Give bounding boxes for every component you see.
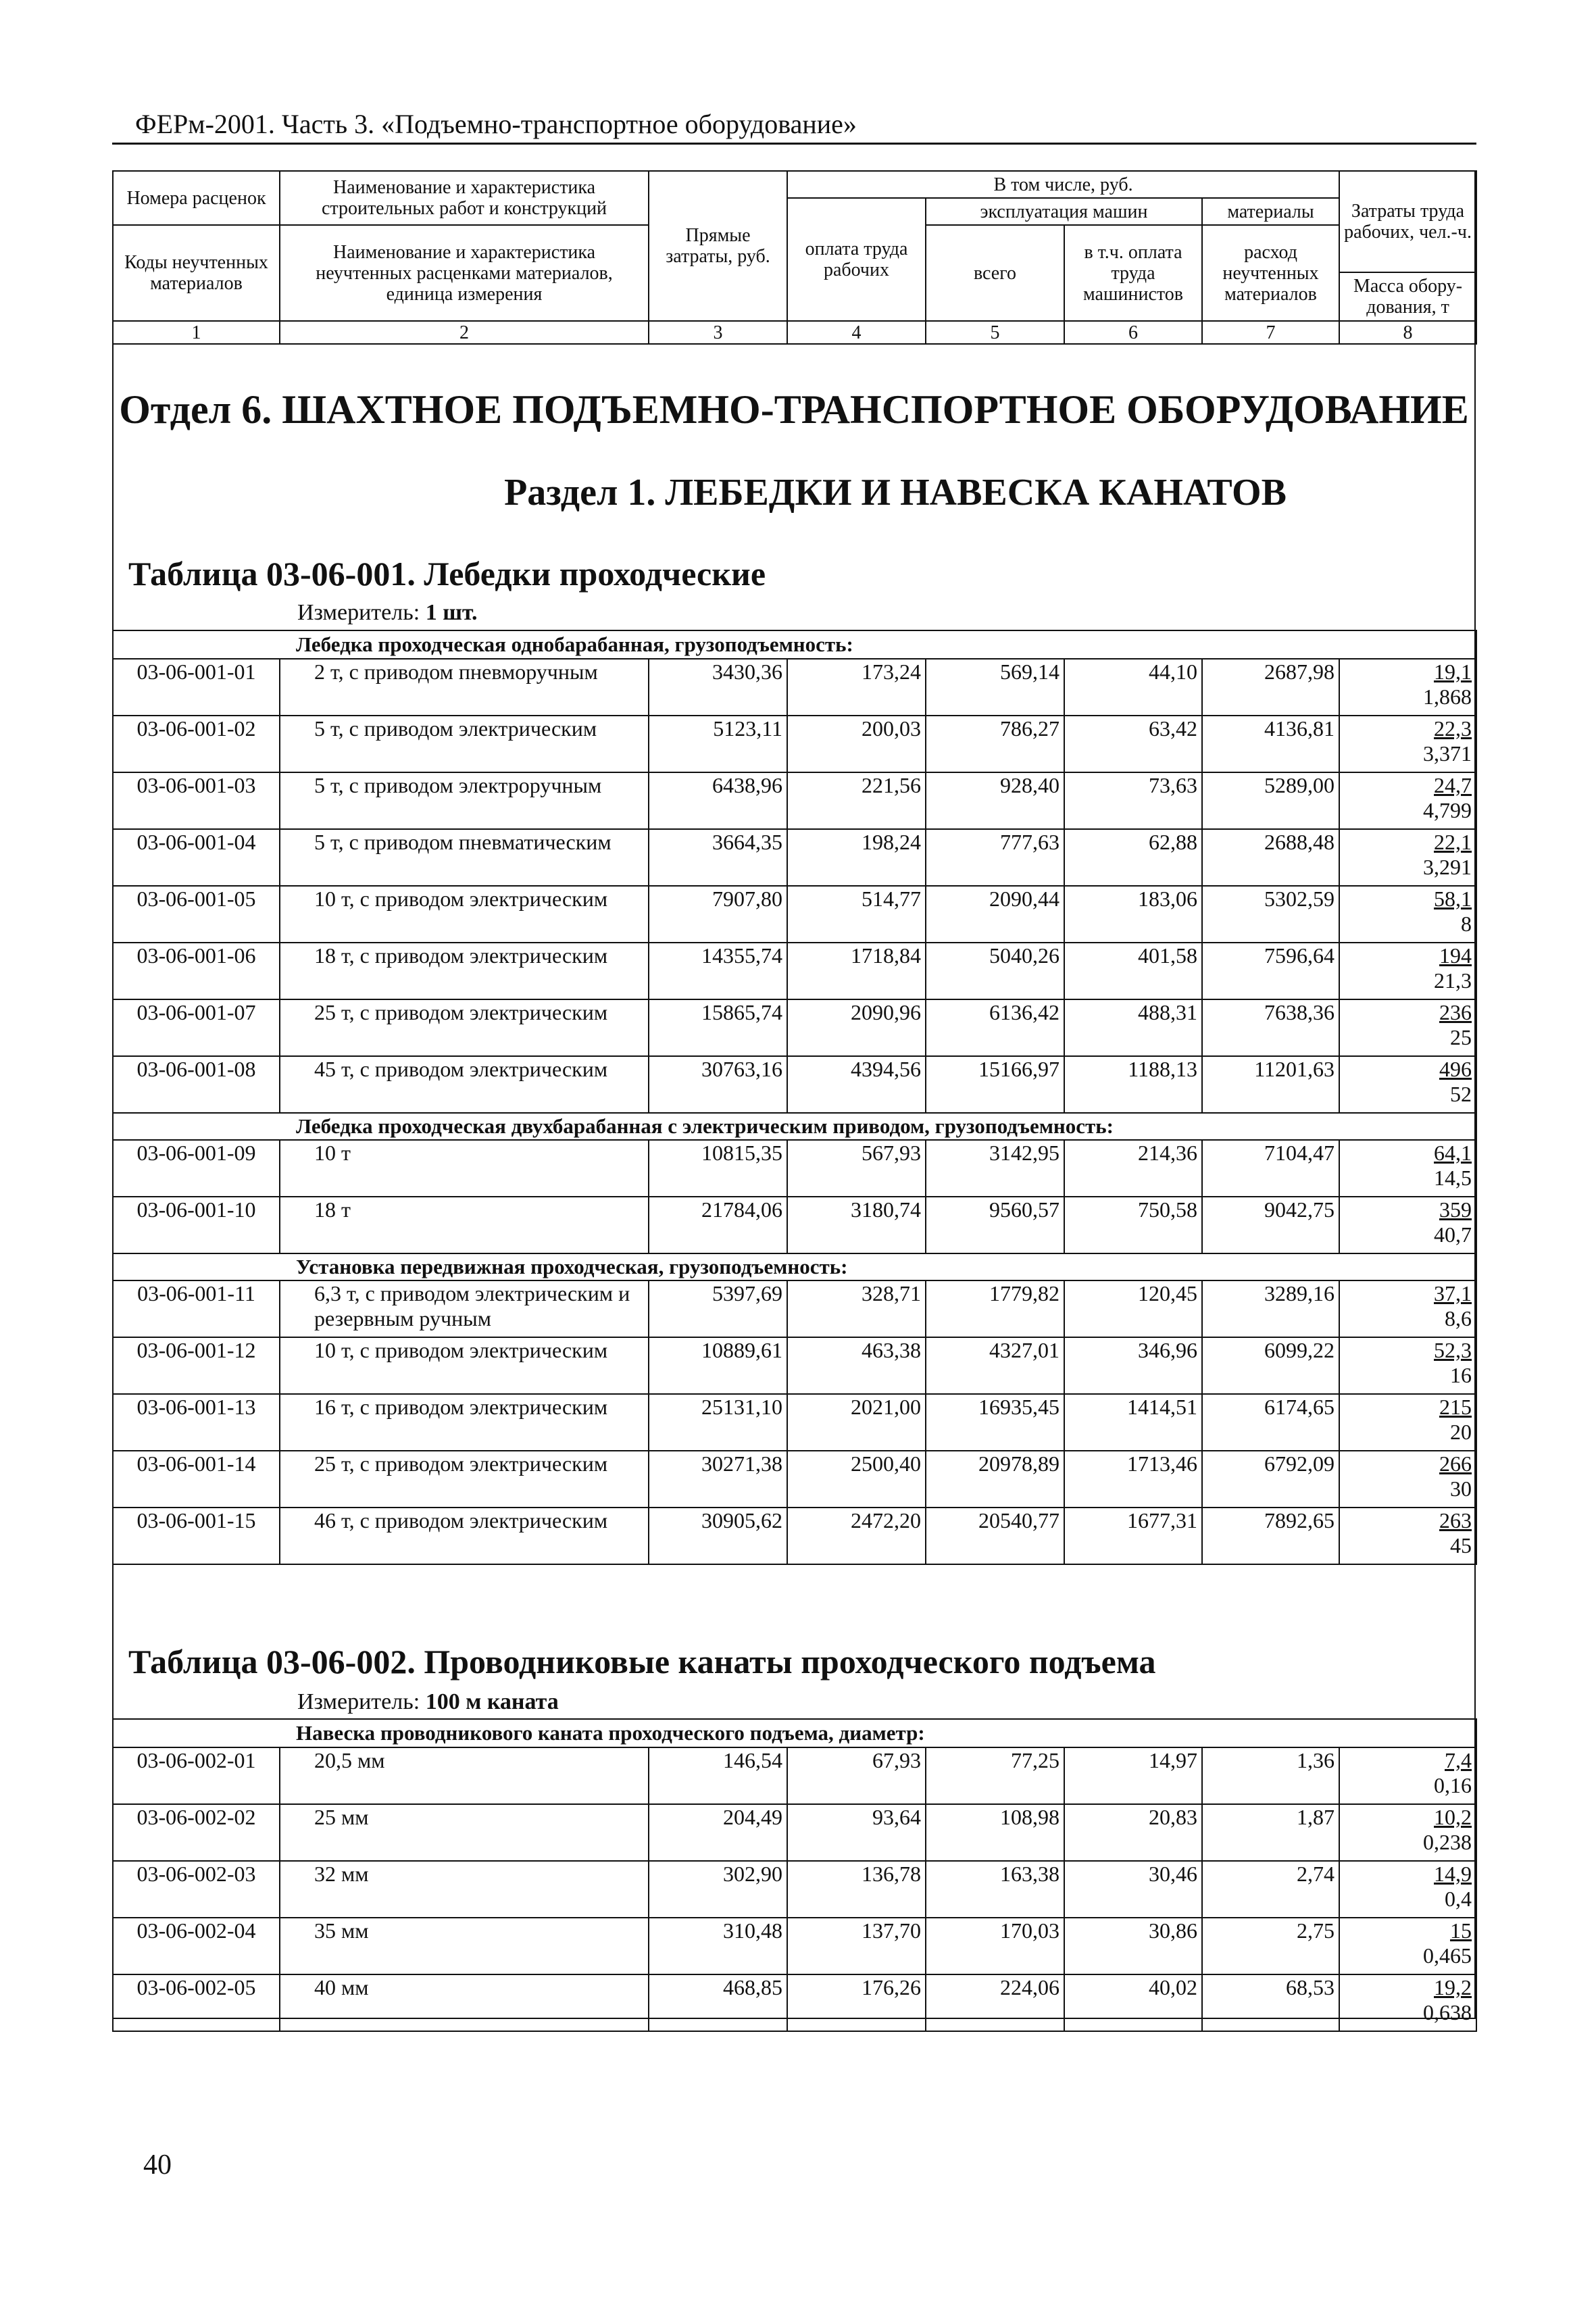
labor-and-mass [1339, 1140, 1476, 1197]
table-row [113, 659, 1476, 716]
work-name: 6,3 т, с приводом электрическим и резервным ручным [280, 1280, 649, 1337]
direct-costs: 10815,35 [649, 1140, 787, 1197]
direct-costs: 21784,06 [649, 1197, 787, 1253]
header-wage: оплата труда рабочих [787, 198, 926, 321]
equipment-mass: 3,371 [1423, 741, 1472, 766]
col-number-7: 7 [1202, 321, 1339, 344]
table2-measure-value: 100 м каната [425, 1689, 559, 1714]
equipment-mass: 14,5 [1434, 1166, 1472, 1190]
materials: 1,87 [1202, 1804, 1339, 1861]
table-row [113, 716, 1476, 772]
labor-and-mass [1339, 659, 1476, 716]
direct-costs: 3664,35 [649, 829, 787, 886]
materials: 7638,36 [1202, 999, 1339, 1056]
materials: 6099,22 [1202, 1337, 1339, 1394]
header-materials: материалы [1202, 198, 1339, 225]
header-labor: Затраты труда рабочих, чел.-ч. [1339, 171, 1476, 272]
direct-costs: 15865,74 [649, 999, 787, 1056]
table-row [113, 1918, 1476, 1974]
machinist-wage: 73,63 [1064, 772, 1202, 829]
materials: 9042,75 [1202, 1197, 1339, 1253]
rate-code: 03-06-002-02 [113, 1804, 280, 1861]
worker-wage: 176,26 [787, 1974, 926, 2031]
header-machines: эксплуатация машин [926, 198, 1202, 225]
direct-costs: 5123,11 [649, 716, 787, 772]
equipment-mass: 4,799 [1423, 798, 1472, 822]
rate-code: 03-06-001-07 [113, 999, 280, 1056]
labor-and-mass [1339, 1451, 1476, 1508]
col-number-2: 2 [280, 321, 649, 344]
machines-total: 9560,57 [926, 1197, 1064, 1253]
rate-code: 03-06-002-01 [113, 1747, 280, 1804]
machines-total: 5040,26 [926, 943, 1064, 999]
header-rule [112, 143, 1476, 145]
labor-and-mass [1339, 1918, 1476, 1974]
worker-wage: 4394,56 [787, 1056, 926, 1113]
table-row [113, 886, 1476, 943]
worker-wage: 2472,20 [787, 1508, 926, 1564]
machinist-wage: 44,10 [1064, 659, 1202, 716]
equipment-mass: 8 [1461, 912, 1472, 936]
table1 [112, 630, 1477, 1565]
worker-wage: 3180,74 [787, 1197, 926, 1253]
machines-total: 777,63 [926, 829, 1064, 886]
work-name: 16 т, с приводом электрическим [280, 1394, 649, 1451]
materials: 4136,81 [1202, 716, 1339, 772]
labor-and-mass [1339, 829, 1476, 886]
equipment-mass: 25 [1450, 1025, 1472, 1049]
work-name: 18 т [280, 1197, 649, 1253]
labor-costs: 58,1 [1434, 887, 1472, 911]
machinist-wage: 346,96 [1064, 1337, 1202, 1394]
labor-costs: 64,1 [1434, 1141, 1472, 1165]
table1-group-mobile: Установка передвижная проходческая, грузоподъемность: [113, 1253, 1476, 1280]
worker-wage: 93,64 [787, 1804, 926, 1861]
direct-costs: 302,90 [649, 1861, 787, 1918]
work-name: 46 т, с приводом электрическим [280, 1508, 649, 1564]
machinist-wage: 488,31 [1064, 999, 1202, 1056]
machines-total: 4327,01 [926, 1337, 1064, 1394]
table1-block-a [113, 659, 1476, 1113]
direct-costs: 146,54 [649, 1747, 787, 1804]
machines-total: 16935,45 [926, 1394, 1064, 1451]
direct-costs: 10889,61 [649, 1337, 787, 1394]
labor-and-mass [1339, 943, 1476, 999]
header-unaccounted-codes: Коды неучтенных материалов [113, 225, 280, 321]
labor-costs: 7,4 [1445, 1748, 1472, 1772]
machinist-wage: 1677,31 [1064, 1508, 1202, 1564]
machines-total: 163,38 [926, 1861, 1064, 1918]
table-row [113, 1056, 1476, 1113]
machines-total: 108,98 [926, 1804, 1064, 1861]
labor-and-mass [1339, 716, 1476, 772]
equipment-mass: 3,291 [1423, 855, 1472, 879]
work-name: 25 т, с приводом электрическим [280, 1451, 649, 1508]
table2-measure [297, 1689, 559, 1715]
col-number-4: 4 [787, 321, 926, 344]
labor-costs: 263 [1439, 1508, 1472, 1533]
machinist-wage: 14,97 [1064, 1747, 1202, 1804]
labor-costs: 10,2 [1434, 1805, 1472, 1829]
machinist-wage: 40,02 [1064, 1974, 1202, 2031]
table1-measure-label: Измеритель: [297, 600, 420, 625]
work-name: 18 т, с приводом электрическим [280, 943, 649, 999]
machines-total: 15166,97 [926, 1056, 1064, 1113]
machines-total: 77,25 [926, 1747, 1064, 1804]
machines-total: 2090,44 [926, 886, 1064, 943]
direct-costs: 310,48 [649, 1918, 787, 1974]
rate-code: 03-06-001-01 [113, 659, 280, 716]
materials: 7892,65 [1202, 1508, 1339, 1564]
work-name: 45 т, с приводом электрическим [280, 1056, 649, 1113]
direct-costs: 204,49 [649, 1804, 787, 1861]
column-header [112, 170, 1477, 345]
running-header: ФЕРм-2001. Часть 3. «Подъемно-транспортное оборудование» [135, 109, 857, 139]
table-row [113, 1337, 1476, 1394]
col-number-1: 1 [113, 321, 280, 344]
header-machines-total: всего [926, 225, 1064, 321]
table2-group-rope: Навеска проводникового каната проходческого подъема, диаметр: [113, 1719, 1476, 1747]
worker-wage: 198,24 [787, 829, 926, 886]
worker-wage: 463,38 [787, 1337, 926, 1394]
work-name: 20,5 мм [280, 1747, 649, 1804]
labor-costs: 14,9 [1434, 1862, 1472, 1886]
labor-costs: 24,7 [1434, 773, 1472, 797]
equipment-mass: 45 [1450, 1533, 1472, 1558]
machines-total: 20978,89 [926, 1451, 1064, 1508]
equipment-mass: 30 [1450, 1476, 1472, 1501]
machinist-wage: 120,45 [1064, 1280, 1202, 1337]
rate-code: 03-06-002-05 [113, 1974, 280, 2031]
rate-code: 03-06-001-04 [113, 829, 280, 886]
labor-costs: 37,1 [1434, 1281, 1472, 1305]
work-name: 2 т, с приводом пневморучным [280, 659, 649, 716]
work-name: 25 мм [280, 1804, 649, 1861]
direct-costs: 30763,16 [649, 1056, 787, 1113]
header-materials-unaccounted: расход неучтенных материалов [1202, 225, 1339, 321]
materials: 3289,16 [1202, 1280, 1339, 1337]
table-row [113, 1140, 1476, 1197]
header-mass: Масса обору-дования, т [1339, 272, 1476, 321]
worker-wage: 2021,00 [787, 1394, 926, 1451]
materials: 6174,65 [1202, 1394, 1339, 1451]
machinist-wage: 183,06 [1064, 886, 1202, 943]
table1-group-single-drum: Лебедка проходческая однобарабанная, грузоподъемность: [113, 630, 1476, 659]
equipment-mass: 0,465 [1423, 1943, 1472, 1968]
labor-costs: 236 [1439, 1000, 1472, 1024]
table-row [113, 1508, 1476, 1564]
machines-total: 3142,95 [926, 1140, 1064, 1197]
labor-and-mass [1339, 1508, 1476, 1564]
direct-costs: 468,85 [649, 1974, 787, 2031]
machinist-wage: 20,83 [1064, 1804, 1202, 1861]
direct-costs: 30271,38 [649, 1451, 787, 1508]
rate-code: 03-06-001-02 [113, 716, 280, 772]
labor-costs: 266 [1439, 1451, 1472, 1476]
rate-code: 03-06-001-14 [113, 1451, 280, 1508]
equipment-mass: 8,6 [1445, 1306, 1472, 1330]
labor-costs: 19,1 [1434, 659, 1472, 684]
machines-total: 569,14 [926, 659, 1064, 716]
equipment-mass: 40,7 [1434, 1222, 1472, 1247]
header-machinist-wage: в т.ч. оплата труда машинистов [1064, 225, 1202, 321]
col-number-5: 5 [926, 321, 1064, 344]
direct-costs: 3430,36 [649, 659, 787, 716]
table-row [113, 1974, 1476, 2031]
materials: 2688,48 [1202, 829, 1339, 886]
labor-and-mass [1339, 1804, 1476, 1861]
work-name: 40 мм [280, 1974, 649, 2031]
machinist-wage: 62,88 [1064, 829, 1202, 886]
worker-wage: 514,77 [787, 886, 926, 943]
rate-code: 03-06-001-10 [113, 1197, 280, 1253]
page-number: 40 [143, 2149, 172, 2181]
labor-and-mass [1339, 1974, 1476, 2031]
materials: 5302,59 [1202, 886, 1339, 943]
machines-total: 170,03 [926, 1918, 1064, 1974]
worker-wage: 2090,96 [787, 999, 926, 1056]
direct-costs: 30905,62 [649, 1508, 787, 1564]
col-number-3: 3 [649, 321, 787, 344]
worker-wage: 328,71 [787, 1280, 926, 1337]
table-row [113, 1804, 1476, 1861]
machines-total: 786,27 [926, 716, 1064, 772]
table1-measure [297, 600, 478, 626]
materials: 2,75 [1202, 1918, 1339, 1974]
table1-group-double-drum: Лебедка проходческая двухбарабанная с электрическим приводом, грузоподъемность: [113, 1113, 1476, 1140]
equipment-mass: 16 [1450, 1363, 1472, 1387]
table-row [113, 999, 1476, 1056]
worker-wage: 136,78 [787, 1861, 926, 1918]
equipment-mass: 0,238 [1423, 1830, 1472, 1854]
section-title: Раздел 1. ЛЕБЕДКИ И НАВЕСКА КАНАТОВ [504, 472, 1287, 514]
work-name: 32 мм [280, 1861, 649, 1918]
labor-costs: 22,3 [1434, 716, 1472, 741]
rate-code: 03-06-001-13 [113, 1394, 280, 1451]
table-row [113, 1280, 1476, 1337]
col-number-6: 6 [1064, 321, 1202, 344]
machinist-wage: 1188,13 [1064, 1056, 1202, 1113]
table1-measure-value: 1 шт. [425, 600, 478, 625]
rate-code: 03-06-001-09 [113, 1140, 280, 1197]
labor-and-mass [1339, 1394, 1476, 1451]
rate-code: 03-06-001-05 [113, 886, 280, 943]
machinist-wage: 401,58 [1064, 943, 1202, 999]
direct-costs: 14355,74 [649, 943, 787, 999]
materials: 1,36 [1202, 1747, 1339, 1804]
labor-and-mass [1339, 1747, 1476, 1804]
labor-and-mass [1339, 1280, 1476, 1337]
table2-title: Таблица 03-06-002. Проводниковые канаты проходческого подъема [128, 1643, 1156, 1681]
table1-block-c [113, 1280, 1476, 1564]
labor-and-mass [1339, 1337, 1476, 1394]
work-name: 25 т, с приводом электрическим [280, 999, 649, 1056]
table1-title: Таблица 03-06-001. Лебедки проходческие [128, 555, 766, 593]
equipment-mass: 1,868 [1423, 684, 1472, 709]
work-name: 10 т [280, 1140, 649, 1197]
department-title: Отдел 6. ШАХТНОЕ ПОДЪЕМНО-ТРАНСПОРТНОЕ ОБОРУДОВАНИЕ [119, 387, 1469, 432]
labor-and-mass [1339, 886, 1476, 943]
machinist-wage: 1414,51 [1064, 1394, 1202, 1451]
rate-code: 03-06-002-03 [113, 1861, 280, 1918]
machinist-wage: 214,36 [1064, 1140, 1202, 1197]
equipment-mass: 20 [1450, 1420, 1472, 1444]
table-row [113, 1451, 1476, 1508]
equipment-mass: 21,3 [1434, 968, 1472, 993]
labor-costs: 19,2 [1434, 1975, 1472, 1999]
labor-costs: 15 [1450, 1918, 1472, 1943]
direct-costs: 7907,80 [649, 886, 787, 943]
work-name: 5 т, с приводом электрическим [280, 716, 649, 772]
labor-and-mass [1339, 1861, 1476, 1918]
materials: 7104,47 [1202, 1140, 1339, 1197]
work-name: 5 т, с приводом пневматическим [280, 829, 649, 886]
worker-wage: 567,93 [787, 1140, 926, 1197]
rate-code: 03-06-001-11 [113, 1280, 280, 1337]
table-row [113, 943, 1476, 999]
labor-costs: 52,3 [1434, 1338, 1472, 1362]
machinist-wage: 750,58 [1064, 1197, 1202, 1253]
table2-measure-label: Измеритель: [297, 1689, 420, 1714]
materials: 68,53 [1202, 1974, 1339, 2031]
labor-and-mass [1339, 1197, 1476, 1253]
rate-code: 03-06-001-08 [113, 1056, 280, 1113]
work-name: 5 т, с приводом электроручным [280, 772, 649, 829]
header-direct: Прямые затраты, руб. [649, 171, 787, 321]
rate-code: 03-06-001-12 [113, 1337, 280, 1394]
worker-wage: 137,70 [787, 1918, 926, 1974]
rate-code: 03-06-001-03 [113, 772, 280, 829]
direct-costs: 6438,96 [649, 772, 787, 829]
table2-block [113, 1747, 1476, 2031]
machines-total: 928,40 [926, 772, 1064, 829]
work-name: 10 т, с приводом электрическим [280, 1337, 649, 1394]
materials: 6792,09 [1202, 1451, 1339, 1508]
machines-total: 6136,42 [926, 999, 1064, 1056]
materials: 11201,63 [1202, 1056, 1339, 1113]
materials: 2687,98 [1202, 659, 1339, 716]
labor-costs: 215 [1439, 1395, 1472, 1419]
header-codes: Номера расценок [113, 171, 280, 225]
worker-wage: 200,03 [787, 716, 926, 772]
table-row [113, 1197, 1476, 1253]
header-unaccounted-name: Наименование и характеристика неучтенных расценками материалов, единица измерения [280, 225, 649, 321]
labor-and-mass [1339, 772, 1476, 829]
direct-costs: 25131,10 [649, 1394, 787, 1451]
labor-costs: 359 [1439, 1197, 1472, 1222]
rate-code: 03-06-001-15 [113, 1508, 280, 1564]
header-including: В том числе, руб. [787, 171, 1339, 198]
table-row [113, 772, 1476, 829]
machines-total: 224,06 [926, 1974, 1064, 2031]
labor-costs: 22,1 [1434, 830, 1472, 854]
work-name: 35 мм [280, 1918, 649, 1974]
materials: 2,74 [1202, 1861, 1339, 1918]
worker-wage: 173,24 [787, 659, 926, 716]
table-row [113, 1747, 1476, 1804]
worker-wage: 2500,40 [787, 1451, 926, 1508]
machinist-wage: 63,42 [1064, 716, 1202, 772]
equipment-mass: 52 [1450, 1082, 1472, 1106]
labor-and-mass [1339, 1056, 1476, 1113]
worker-wage: 221,56 [787, 772, 926, 829]
table-row [113, 829, 1476, 886]
equipment-mass: 0,4 [1445, 1887, 1472, 1911]
equipment-mass: 0,16 [1434, 1773, 1472, 1797]
materials: 5289,00 [1202, 772, 1339, 829]
machinist-wage: 30,46 [1064, 1861, 1202, 1918]
worker-wage: 1718,84 [787, 943, 926, 999]
machinist-wage: 30,86 [1064, 1918, 1202, 1974]
table2 [112, 1718, 1477, 2032]
worker-wage: 67,93 [787, 1747, 926, 1804]
labor-and-mass [1339, 999, 1476, 1056]
table1-block-b [113, 1140, 1476, 1253]
machinist-wage: 1713,46 [1064, 1451, 1202, 1508]
table-row [113, 1861, 1476, 1918]
table-row [113, 1394, 1476, 1451]
machines-total: 1779,82 [926, 1280, 1064, 1337]
direct-costs: 5397,69 [649, 1280, 787, 1337]
equipment-mass: 0,638 [1423, 2000, 1472, 2024]
work-name: 10 т, с приводом электрическим [280, 886, 649, 943]
machines-total: 20540,77 [926, 1508, 1064, 1564]
header-name: Наименование и характеристика строительных работ и конструкций [280, 171, 649, 225]
labor-costs: 194 [1439, 943, 1472, 968]
col-number-8: 8 [1339, 321, 1476, 344]
labor-costs: 496 [1439, 1057, 1472, 1081]
materials: 7596,64 [1202, 943, 1339, 999]
rate-code: 03-06-002-04 [113, 1918, 280, 1974]
rate-code: 03-06-001-06 [113, 943, 280, 999]
